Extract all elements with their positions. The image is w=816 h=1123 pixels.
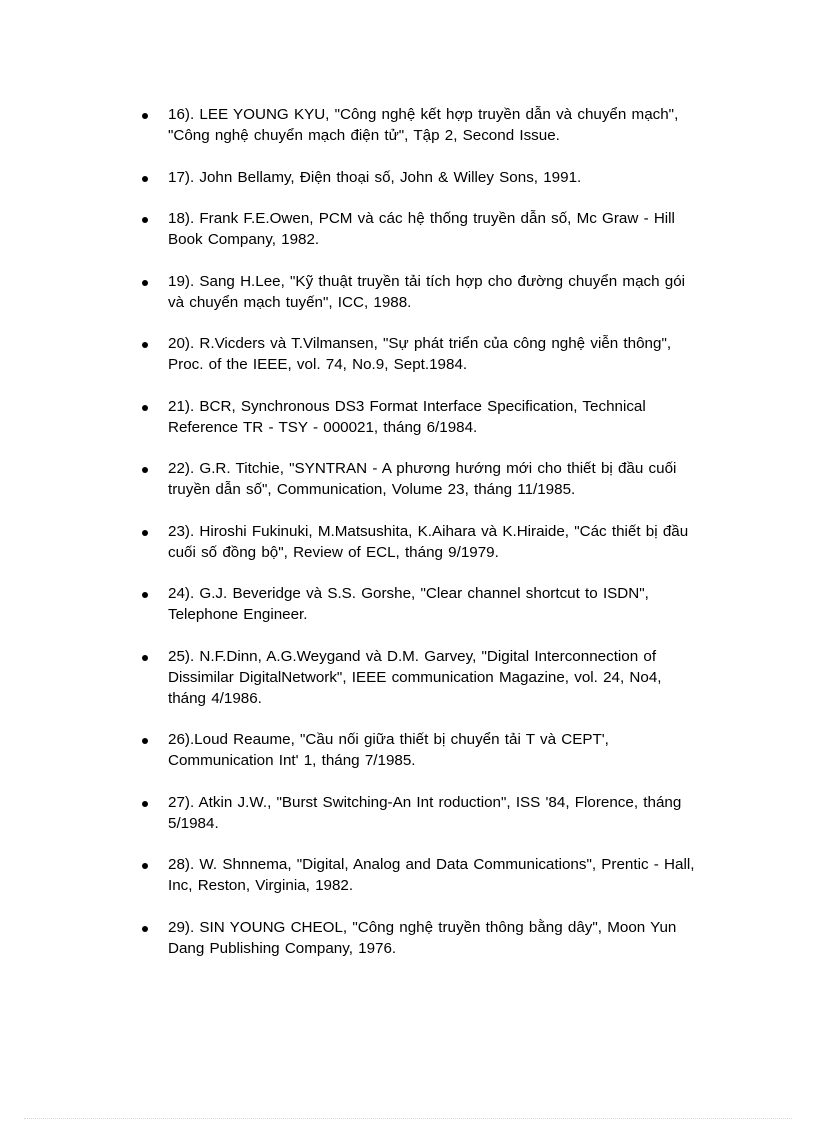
reference-text: 25). N.F.Dinn, A.G.Weygand và D.M. Garvey, "Digital Interconnection of Dissimilar DigitalNetwork", IEEE communication Magazine, vol. 24, No4, tháng 4/1986.	[168, 647, 662, 707]
reference-list	[140, 104, 696, 979]
reference-item	[140, 333, 696, 375]
bullet-icon	[142, 405, 148, 411]
reference-text: 20). R.Vicders và T.Vilmansen, "Sự phát triển của công nghệ viễn thông", Proc. of the IEEE, vol. 74, No.9, Sept.1984.	[168, 335, 672, 373]
reference-item	[140, 396, 696, 438]
reference-item	[140, 792, 696, 834]
reference-item	[140, 729, 696, 771]
reference-item	[140, 458, 696, 500]
bullet-icon	[142, 342, 148, 348]
reference-text: 28). W. Shnnema, "Digital, Analog and Data Communications", Prentic - Hall, Inc, Reston, Virginia, 1982.	[168, 856, 695, 894]
bullet-icon	[142, 926, 148, 932]
reference-text: 27). Atkin J.W., "Burst Switching-An Int roduction", ISS '84, Florence, tháng 5/1984.	[168, 793, 682, 832]
bullet-icon	[142, 801, 148, 807]
bullet-icon	[142, 592, 148, 598]
reference-item	[140, 583, 696, 625]
reference-item	[140, 271, 696, 313]
reference-text: 19). Sang H.Lee, "Kỹ thuật truyền tải tích hợp cho đường chuyển mạch gói và chuyển mạch tuyến", ICC, 1988.	[168, 272, 686, 311]
reference-text: 29). SIN YOUNG CHEOL, "Công nghệ truyền thông bằng dây", Moon Yun Dang Publishing Company, 1976.	[168, 918, 677, 957]
reference-item	[140, 104, 696, 146]
bullet-icon	[142, 467, 148, 473]
reference-item	[140, 646, 696, 709]
reference-text: 18). Frank F.E.Owen, PCM và các hệ thống truyền dẫn số, Mc Graw - Hill Book Company, 1982.	[168, 210, 675, 248]
reference-text: 22). G.R. Titchie, "SYNTRAN - A phương hướng mới cho thiết bị đầu cuối truyền dẫn số", Communication, Volume 23, tháng 11/1985.	[168, 460, 677, 498]
reference-item	[140, 521, 696, 563]
reference-text: 21). BCR, Synchronous DS3 Format Interface Specification, Technical Reference TR - TSY - 000021, tháng 6/1984.	[168, 397, 646, 436]
bullet-icon	[142, 176, 148, 182]
reference-item	[140, 208, 696, 250]
reference-item	[140, 167, 696, 188]
reference-text: 16). LEE YOUNG KYU, "Công nghệ kết hợp truyền dẫn và chuyển mạch", "Công nghệ chuyển mạch điện tử", Tập 2, Second Issue.	[168, 106, 679, 144]
reference-text: 23). Hiroshi Fukinuki, M.Matsushita, K.Aihara và K.Hiraide, "Các thiết bị đầu cuối số đồng bộ", Review of ECL, tháng 9/1979.	[168, 522, 689, 561]
page-bottom-divider	[24, 1118, 792, 1119]
reference-text: 17). John Bellamy, Điện thoại số, John & Willey Sons, 1991.	[168, 168, 582, 186]
bullet-icon	[142, 217, 148, 223]
bullet-icon	[142, 738, 148, 744]
reference-text: 26).Loud Reaume, "Cầu nối giữa thiết bị chuyển tải T và CEPT', Communication Int' 1, tháng 7/1985.	[168, 731, 609, 769]
bullet-icon	[142, 280, 148, 286]
bullet-icon	[142, 863, 148, 869]
bullet-icon	[142, 530, 148, 536]
bullet-icon	[142, 113, 148, 119]
reference-text: 24). G.J. Beveridge và S.S. Gorshe, "Clear channel shortcut to ISDN", Telephone Engineer.	[168, 585, 649, 623]
reference-item	[140, 917, 696, 959]
reference-item	[140, 854, 696, 896]
bullet-icon	[142, 655, 148, 661]
